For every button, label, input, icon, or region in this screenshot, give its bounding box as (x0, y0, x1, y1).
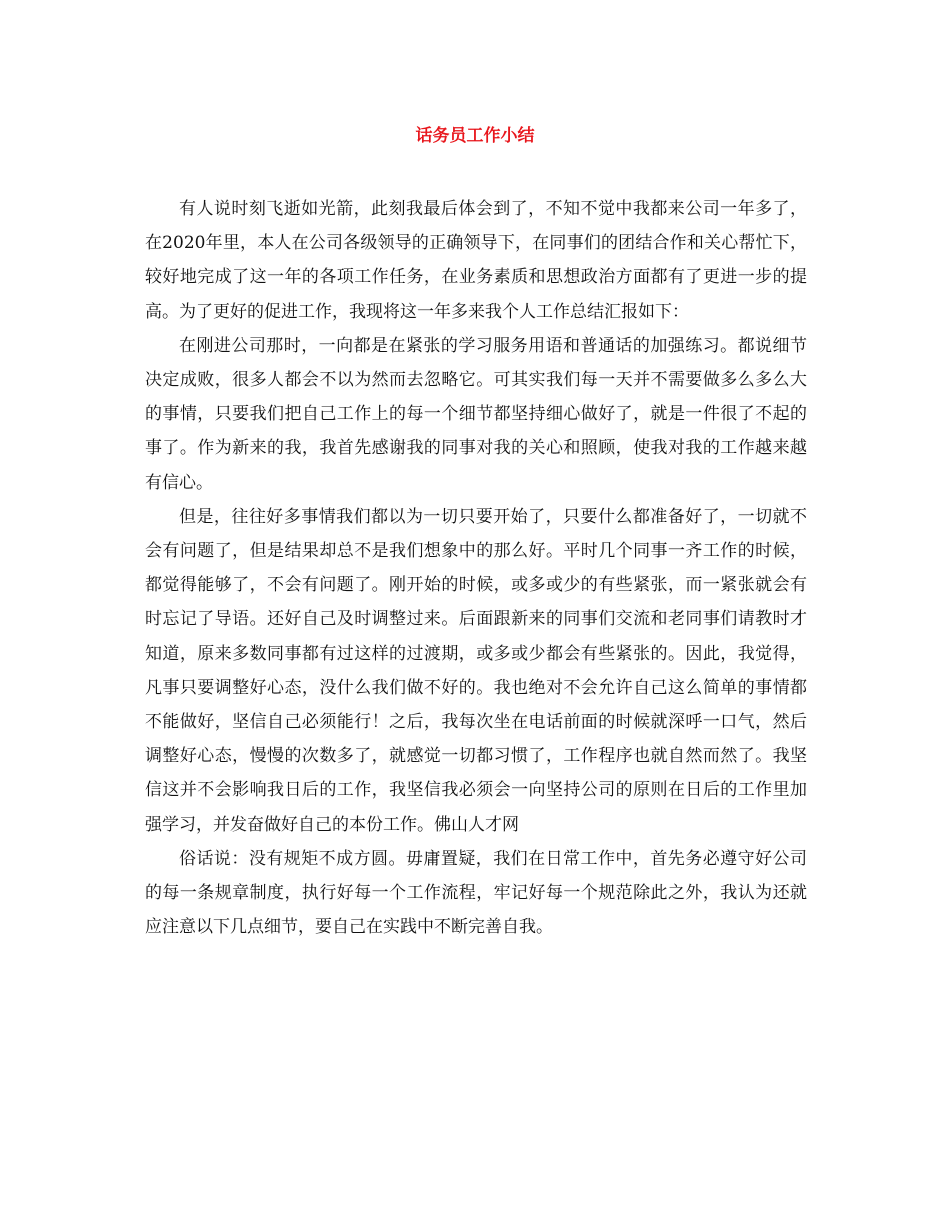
paragraph-2: 在刚进公司那时，一向都是在紧张的学习服务用语和普通话的加强练习。都说细节决定成败，很多人都会不以为然而去忽略它。可其实我们每一天并不需要做多么多么大的事情，只要我们把自己工作上的每一个细节都坚持细心做好了，就是一件很了不起的事了。作为新来的我，我首先感谢我的同事对我的关心和照顾，使我对我的工作越来越有信心。 (145, 335, 807, 493)
document-title: 话务员工作小结 (415, 126, 535, 146)
paragraph-4: 俗话说：没有规矩不成方圆。毋庸置疑，我们在日常工作中，首先务必遵守好公司的每一条规章制度，执行好每一个工作流程，牢记好每一个规范除此之外，我认为还就应注意以下几点细节，要自己在实践中不断完善自我。 (145, 848, 807, 938)
paragraph-1: 有人说时刻飞逝如光箭，此刻我最后体会到了，不知不觉中我都来公司一年多了，在2020年里，本人在公司各级领导的正确领导下，在同事们的团结合作和关心帮忙下，较好地完成了这一年的各项工作任务，在业务素质和思想政治方面都有了更进一步的提高。为了更好的促进工作，我现将这一年多来我个人工作总结汇报如下： (145, 199, 807, 322)
document-body (145, 192, 807, 944)
paragraph-3: 但是，往往好多事情我们都以为一切只要开始了，只要什么都准备好了，一切就不会有问题了，但是结果却总不是我们想象中的那么好。平时几个同事一齐工作的时候，都觉得能够了，不会有问题了。刚开始的时候，或多或少的有些紧张，而一紧张就会有时忘记了导语。还好自己及时调整过来。后面跟新来的同事们交流和老同事们请教时才知道，原来多数同事都有过这样的过渡期，或多或少都会有些紧张的。因此，我觉得，凡事只要调整好心态，没什么我们做不好的。我也绝对不会允许自己这么简单的事情都不能做好，坚信自己必须能行！之后，我每次坐在电话前面的时候就深呼一口气，然后调整好心态，慢慢的次数多了，就感觉一切都习惯了，工作程序也就自然而然了。我坚信这并不会影响我日后的工作，我坚信我必须会一向坚持公司的原则在日后的工作里加强学习，并发奋做好自己的本份工作。佛山人才网 (145, 506, 807, 835)
